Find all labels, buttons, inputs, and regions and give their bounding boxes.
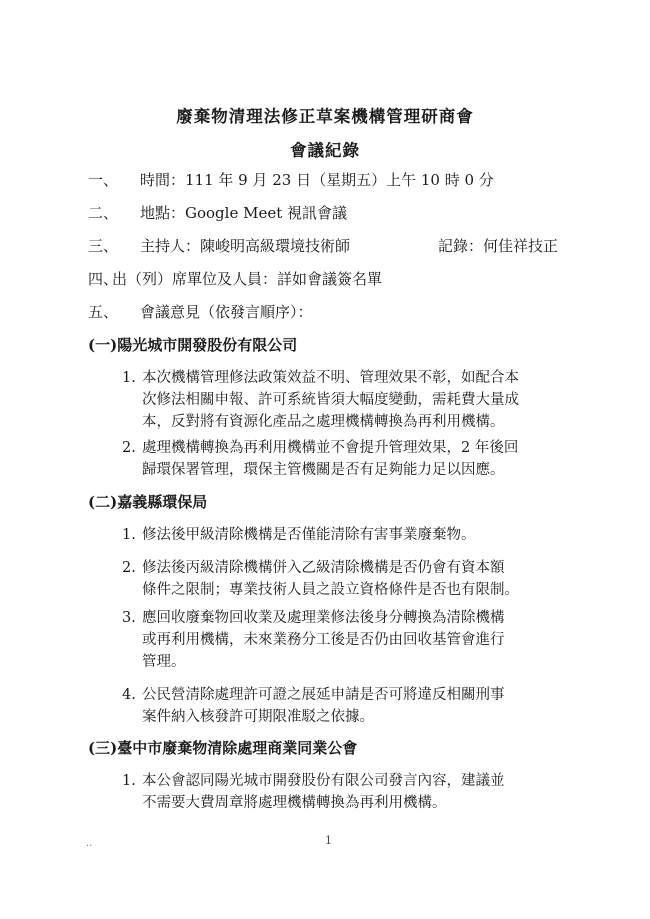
item-text: 修法後丙級清除機構併入乙級清除機構是否仍會有資本額 條件之限制；專業技術人員之設立資格條件是否也有限制。 [142, 560, 519, 598]
section-opinions [88, 302, 313, 322]
item-text: 公民營清除處理許可證之展延申請是否可將違反相關刑事 案件納入核發許可期限准駁之依據。 [142, 687, 505, 725]
item-text: 本次機構管理修法政策效益不明、管理效果不彰，如配合本 次修法相關申報、許可系統皆須大幅度變動，需耗費大量成 本，反對將有資源化產品之處理機構轉換為再利用機構。 [142, 370, 519, 430]
section-text: 會議意見（依發言順序）： [140, 303, 313, 321]
item-number: 2. [122, 440, 136, 456]
section-number: 四、 [88, 270, 119, 288]
recorder-line: 記錄：何佳祥技正 [438, 237, 559, 255]
opinion-item [122, 557, 592, 601]
section-host [88, 236, 350, 256]
footer-mark: .. [86, 838, 93, 849]
section-number: 一、 [88, 171, 119, 189]
org-heading: (二)嘉義縣環保局 [88, 493, 208, 511]
org-heading: (三)臺中市廢棄物清除處理商業同業公會 [88, 739, 358, 757]
item-number: 4. [122, 687, 136, 703]
opinion-item [122, 607, 592, 673]
opinion-item [122, 367, 592, 433]
section-number: 五、 [88, 303, 119, 321]
item-number: 1. [122, 527, 136, 543]
item-text: 處理機構轉換為再利用機構並不會提升管理效果，2 年後回 歸環保署管理，環保主管機關是否有足夠能力足以因應。 [142, 440, 519, 478]
section-text: 時間：111 年 9 月 23 日（星期五）上午 10 時 0 分 [140, 171, 494, 189]
item-number: 1. [122, 370, 136, 386]
opinion-item [122, 524, 592, 546]
item-number: 3. [122, 610, 136, 626]
item-number: 1. [122, 773, 136, 789]
item-text: 修法後甲級清除機構是否僅能清除有害事業廢棄物。 [142, 527, 476, 543]
page-number: 1 [325, 834, 332, 847]
section-time [88, 170, 494, 190]
document-title: 廢棄物清理法修正草案機構管理研商會 [176, 107, 474, 126]
opinion-item [122, 437, 592, 481]
item-number: 2. [122, 560, 136, 576]
section-text: 主持人：陳峻明高級環境技術師 [140, 237, 351, 255]
document-subtitle: 會議紀錄 [290, 141, 360, 160]
opinion-item [122, 684, 592, 728]
section-location [88, 203, 347, 223]
section-text: 地點：Google Meet 視訊會議 [140, 204, 347, 222]
opinion-item [122, 770, 592, 814]
section-number: 二、 [88, 204, 119, 222]
section-number: 三、 [88, 237, 119, 255]
section-text: 出（列）席單位及人員：詳如會議簽名單 [112, 270, 383, 288]
item-text: 應回收廢棄物回收業及處理業修法後身分轉換為清除機構 或再利用機構，未來業務分工後是否仍由回收基管會進行 管理。 [142, 610, 505, 670]
item-text: 本公會認同陽光城市開發股份有限公司發言內容，建議並 不需要大費周章將處理機構轉換為再利用機構。 [142, 773, 505, 811]
org-heading: (一)陽光城市開發股份有限公司 [88, 336, 298, 354]
section-attendees [88, 269, 382, 289]
